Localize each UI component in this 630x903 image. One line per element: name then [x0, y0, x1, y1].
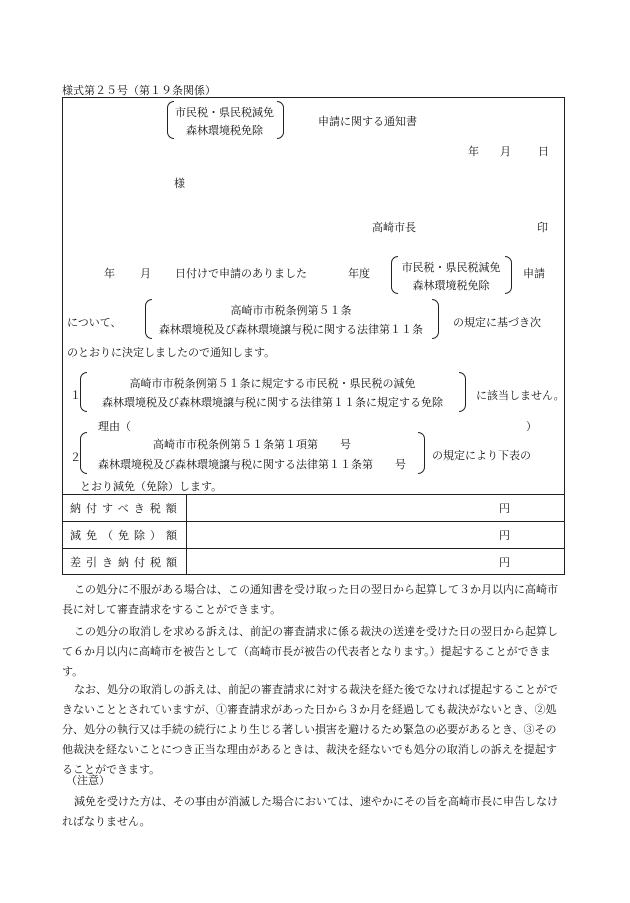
date-year: 年	[468, 145, 479, 158]
right-paren	[459, 372, 466, 412]
item-1-number: １	[70, 389, 81, 402]
date-day: 日	[538, 145, 549, 158]
item-1-line-1: 高崎市市税条例第５１条に規定する市民税・県民税の減免	[129, 377, 416, 390]
lawsuit-notice: この処分の取消しを求める訴えは、前記の審査請求に係る裁決の送達を受けた日の翌日から起算して６か月以内に高崎市を被告として（高崎市長が被告の代表者となります。）提起することができます。	[62, 625, 558, 678]
document-title: 申請に関する通知書	[318, 115, 417, 128]
body-fiscal-year: 年度	[348, 267, 370, 280]
title-tax-option-1: 市民税・県民税減免	[175, 106, 274, 119]
body-month: 月	[140, 267, 151, 280]
item-2-suffix: の規定により下表の	[432, 449, 531, 462]
item-1-line-2: 森林環境税及び森林環境譲与税に関する法律第１１条に規定する免除	[102, 396, 443, 409]
appeal-notice: この処分に不服がある場合は、この通知書を受け取った日の翌日から起算して３か月以内に高崎市長に対して審査請求をすることができます。	[62, 583, 558, 616]
table-top-border	[62, 494, 565, 495]
addressee-suffix: 様	[174, 177, 185, 190]
table-row-label: 差引き納付税額	[70, 556, 182, 569]
body-year: 年	[104, 267, 115, 280]
issuer: 高崎市長	[372, 221, 416, 234]
table-row-label: 減免（免除）額	[70, 529, 182, 542]
table-row-label: 納付すべき税額	[70, 502, 182, 515]
caution-label: （注意）	[66, 774, 110, 787]
table-row-unit: 円	[499, 556, 510, 569]
reason-close: ）	[526, 420, 537, 433]
right-paren	[432, 299, 439, 339]
reason-label: 理由（	[98, 420, 131, 433]
body-regarding: について、	[67, 316, 122, 329]
right-paren	[505, 256, 512, 294]
right-paren	[418, 432, 425, 474]
item-1-suffix: に該当しません。	[476, 389, 565, 402]
item-2-line-1: 高崎市市税条例第５１条第１項第 号	[153, 438, 351, 451]
item-2-continuation: とおり減免（免除）します。	[80, 480, 223, 493]
table-row-divider	[62, 521, 565, 522]
item-2-line-2: 森林環境税及び森林環境譲与税に関する法律第１１条第 号	[98, 458, 406, 471]
body-date-applied: 日付けで申請のありました	[175, 267, 307, 280]
law-2: 森林環境税及び森林環境譲与税に関する法律第１１条	[159, 323, 423, 336]
seal-mark: 印	[537, 221, 548, 234]
body-based-on: の規定に基づき次	[453, 316, 541, 329]
law-1: 高崎市市税条例第５１条	[230, 304, 352, 317]
body-application: 申請	[523, 267, 545, 280]
table-column-divider	[186, 494, 187, 575]
item-2-number: ２	[70, 451, 81, 464]
date-month: 月	[500, 145, 511, 158]
right-paren	[277, 101, 284, 139]
title-tax-option-2: 森林環境税免除	[186, 124, 263, 137]
table-row-divider	[62, 548, 565, 549]
body-tax-option-2: 森林環境税免除	[412, 279, 490, 292]
body-tax-option-1: 市民税・県民税減免	[401, 261, 501, 274]
body-decided: のとおりに決定しましたので通知します。	[67, 346, 276, 359]
form-number: 様式第２５号（第１９条関係）	[62, 84, 216, 97]
caution-text: 減免を受けた方は、その事由が消滅した場合においては、速やかにその旨を高崎市長に申告しなければなりません。	[62, 795, 558, 828]
table-row-unit: 円	[499, 529, 510, 542]
exception-notice: なお、処分の取消しの訴えは、前記の審査請求に対する裁決を経た後でなければ提起することができないこととされていますが、①審査請求があった日から３か月を経過しても裁決がないとき、②処分、処分の執行又は手続の続行により生じる著しい損害を避けるため緊急の必要があるとき、③その他裁決を経ないことにつき正当な理由があるときは、裁決を経ないでも処分の取消しの訴えを提起することができます。	[62, 683, 558, 776]
table-row-unit: 円	[499, 502, 510, 515]
